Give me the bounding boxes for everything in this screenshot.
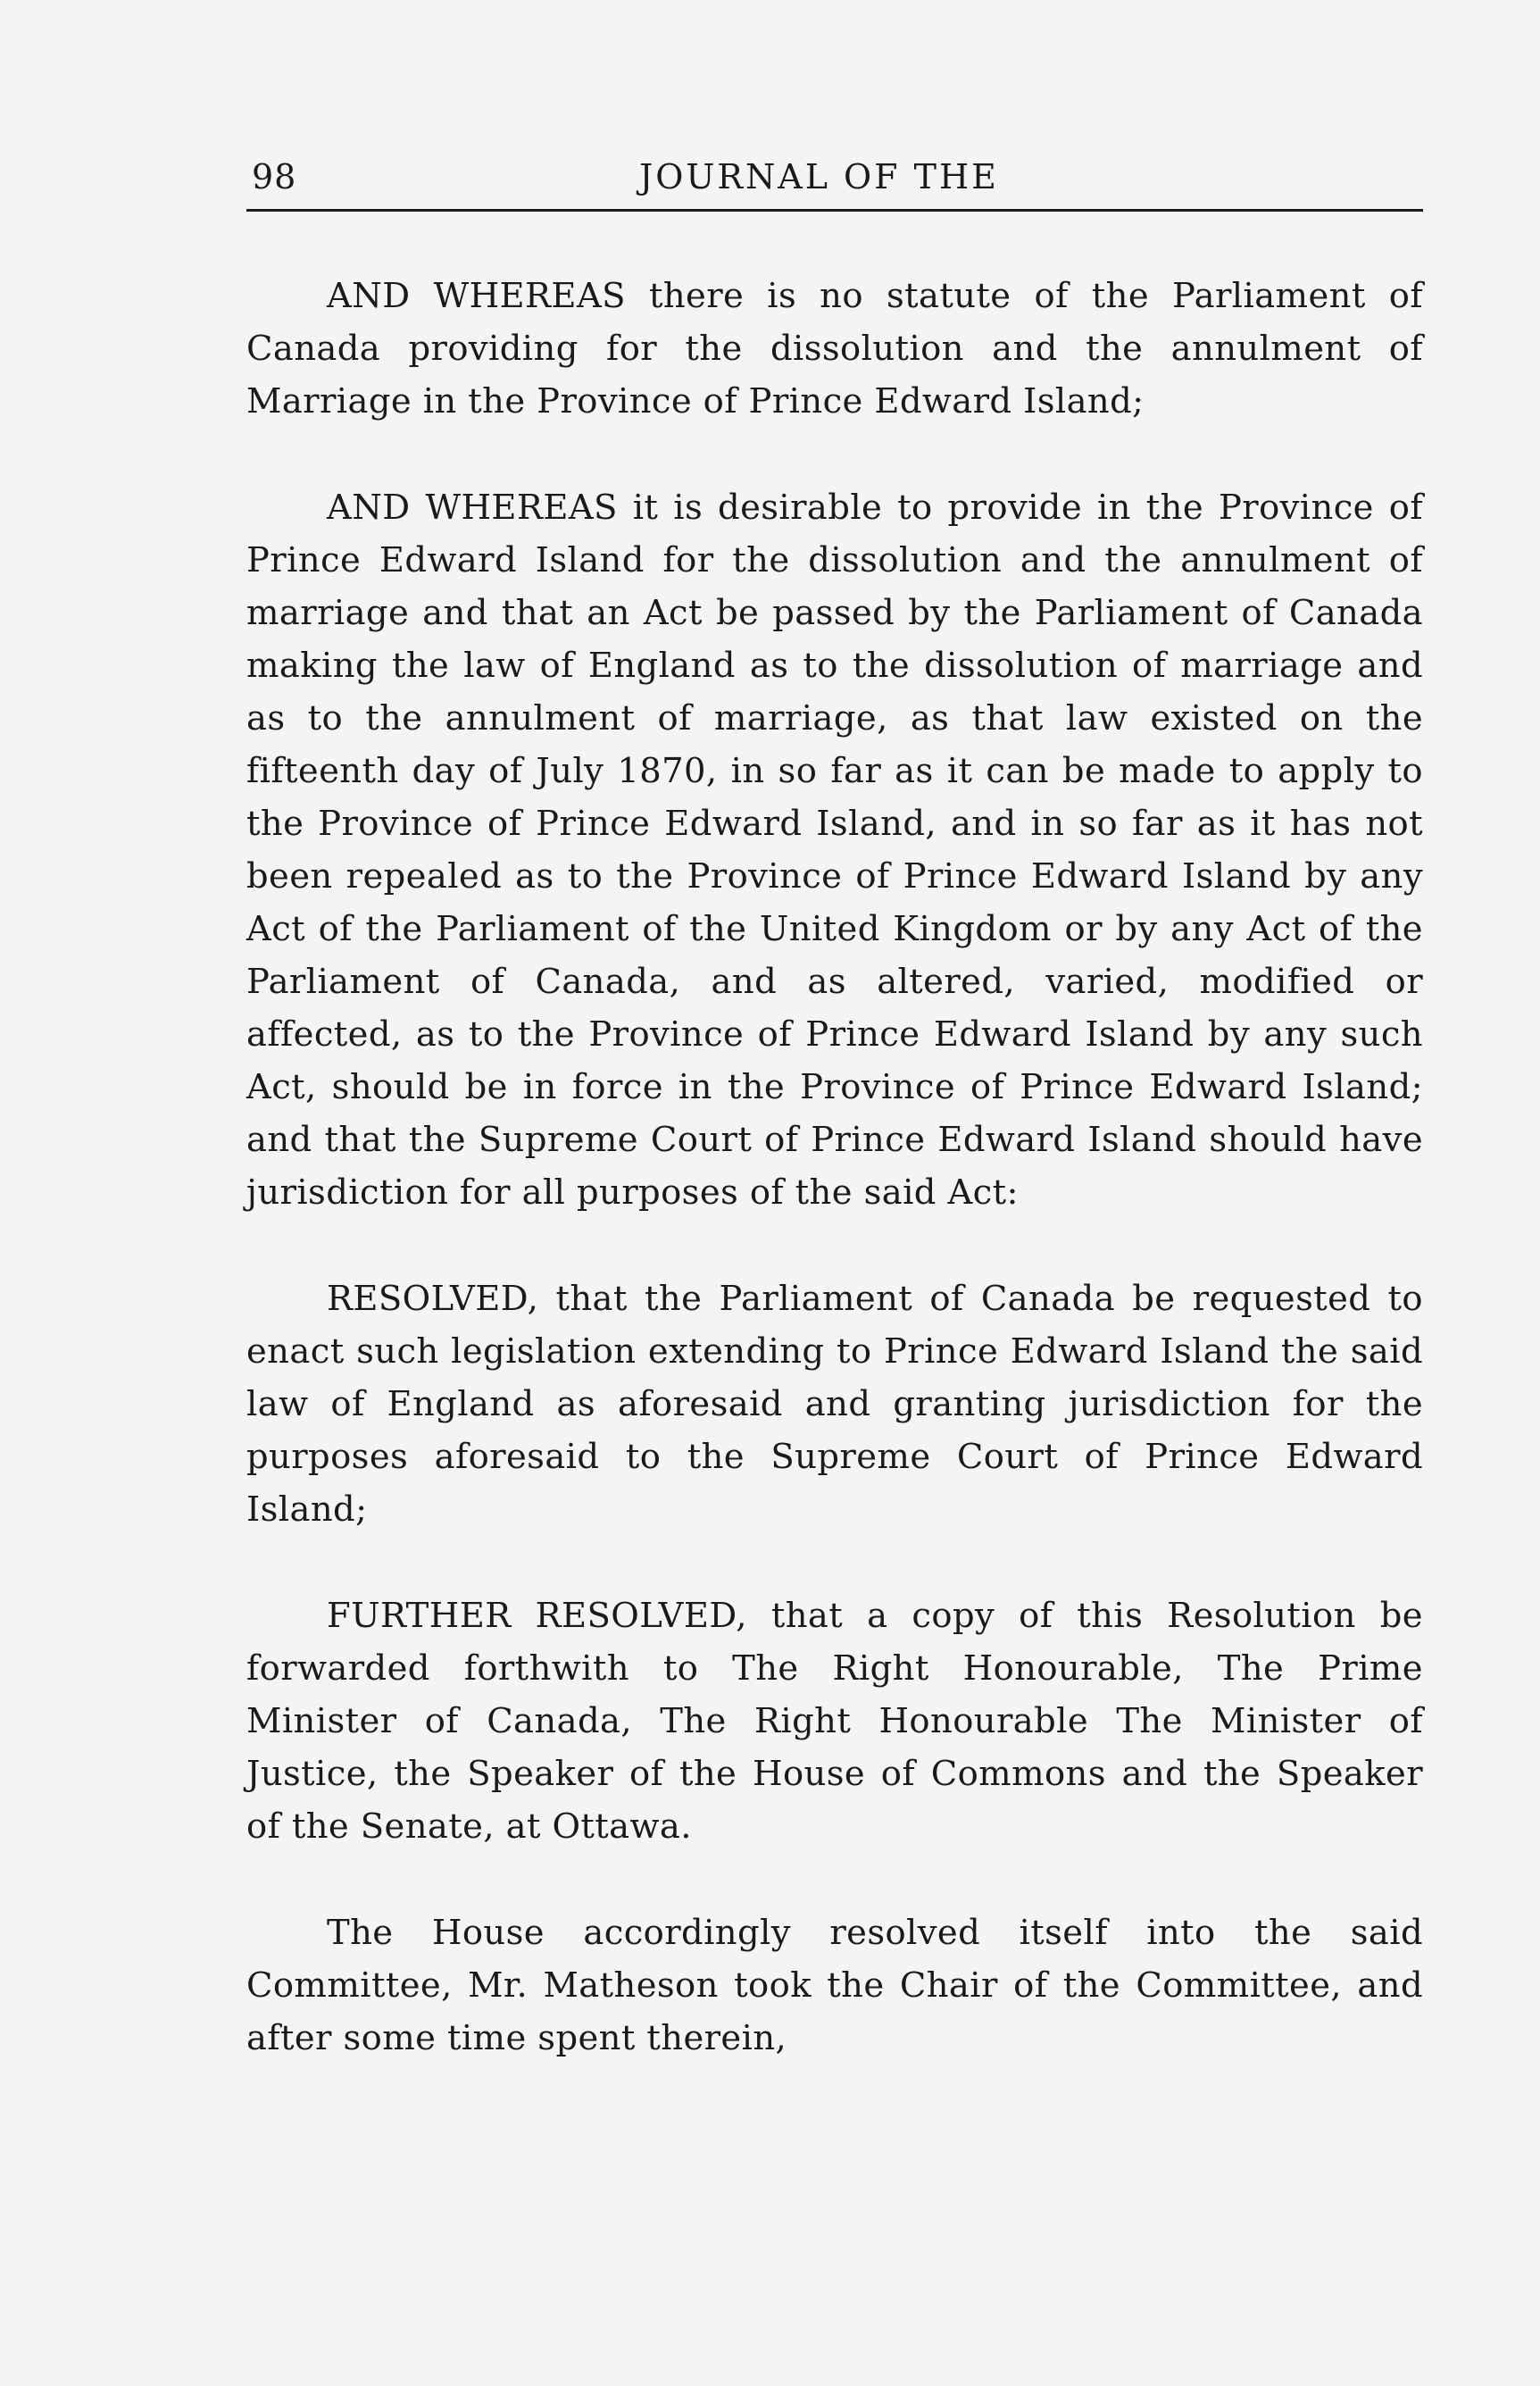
paragraph-house-committee: The House accordingly resolved itself into the said Committee, Mr. Matheson took the Chair of the Committee, and after some time spent therein, [246, 1913, 1423, 2058]
running-head: JOURNAL OF THE [639, 157, 999, 196]
paragraph-resolved: RESOLVED, that the Parliament of Canada be requested to enact such legislation extending to Prince Edward Island the said law of England as aforesaid and granting jurisdiction for the purposes aforesaid to the Supreme Court of Prince Edward Island; [246, 1279, 1423, 1530]
page-header [246, 152, 1423, 212]
page-number: 98 [252, 157, 297, 196]
paragraph-whereas-desirable: AND WHEREAS it is desirable to provide in the Province of Prince Edward Island for the dissolution and the annulment of marriage and that an Act be passed by the Parliament of Canada making the law of England as to the dissolution of marriage and as to the annulment of marriage, as that law existed on the fifteenth day of July 1870, in so far as it can be made to apply to the Province of Prince Edward Island, and in so far as it has not been repealed as to the Province of Prince Edward Island by any Act of the Parliament of the United Kingdom or by any Act of the Parliament of Canada, and as altered, varied, modified or affected, as to the Province of Prince Edward Island by any such Act, should be in force in the Province of Prince Edward Island; and that the Supreme Court of Prince Edward Island should have jurisdiction for all purposes of the said Act: [246, 488, 1423, 1213]
body-text [246, 270, 1423, 2118]
paragraph-whereas-no-statute: AND WHEREAS there is no statute of the Parliament of Canada providing for the dissolution and the annulment of Marriage in the Province of Prince Edward Island; [246, 276, 1423, 421]
paragraph-further-resolved: FURTHER RESOLVED, that a copy of this Resolution be forwarded forthwith to The Right Honourable, The Prime Minister of Canada, The Right Honourable The Minister of Justice, the Speaker of the House of Commons and the Speaker of the Senate, at Ottawa. [246, 1596, 1423, 1847]
